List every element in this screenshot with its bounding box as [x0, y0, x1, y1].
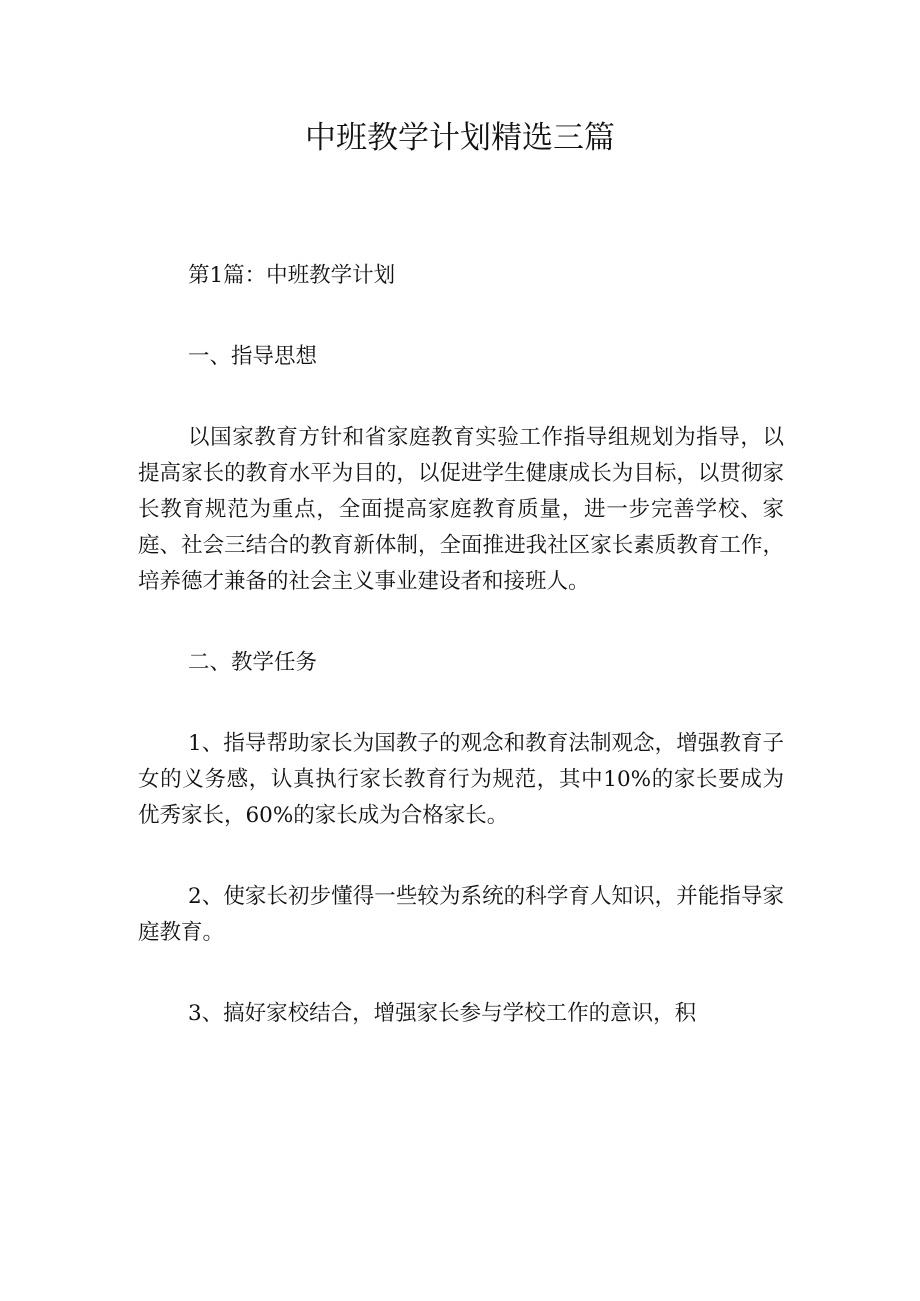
document-body — [138, 258, 784, 1077]
section-heading-teaching-tasks: 二、教学任务 — [188, 650, 318, 675]
document-title: 中班教学计划精选三篇 — [305, 120, 615, 156]
task-item-1: 1、指导帮助家长为国教子的观念和教育法制观念，增强教育子女的义务感，认真执行家长教育行为规范，其中10%的家长要成为优秀家长，60%的家长成为合格家长。 — [138, 731, 784, 828]
task-item-3: 3、搞好家校结合，增强家长参与学校工作的意识，积 — [188, 1001, 697, 1026]
section-heading-guiding-ideology: 一、指导思想 — [188, 344, 318, 369]
task-item-2: 2、使家长初步懂得一些较为系统的科学育人知识，并能指导家庭教育。 — [138, 884, 784, 945]
paragraph-guiding-ideology: 以国家教育方针和省家庭教育实验工作指导组规划为指导，以提高家长的教育水平为目的，以促进学生健康成长为目标，以贯彻家长教育规范为重点，全面提高家庭教育质量，进一步完善学校、家庭、社会三结合的教育新体制，全面推进我社区家长素质教育工作，培养德才兼备的社会主义事业建设者和接班人。 — [138, 425, 784, 594]
part-heading: 第1篇：中班教学计划 — [188, 263, 396, 288]
